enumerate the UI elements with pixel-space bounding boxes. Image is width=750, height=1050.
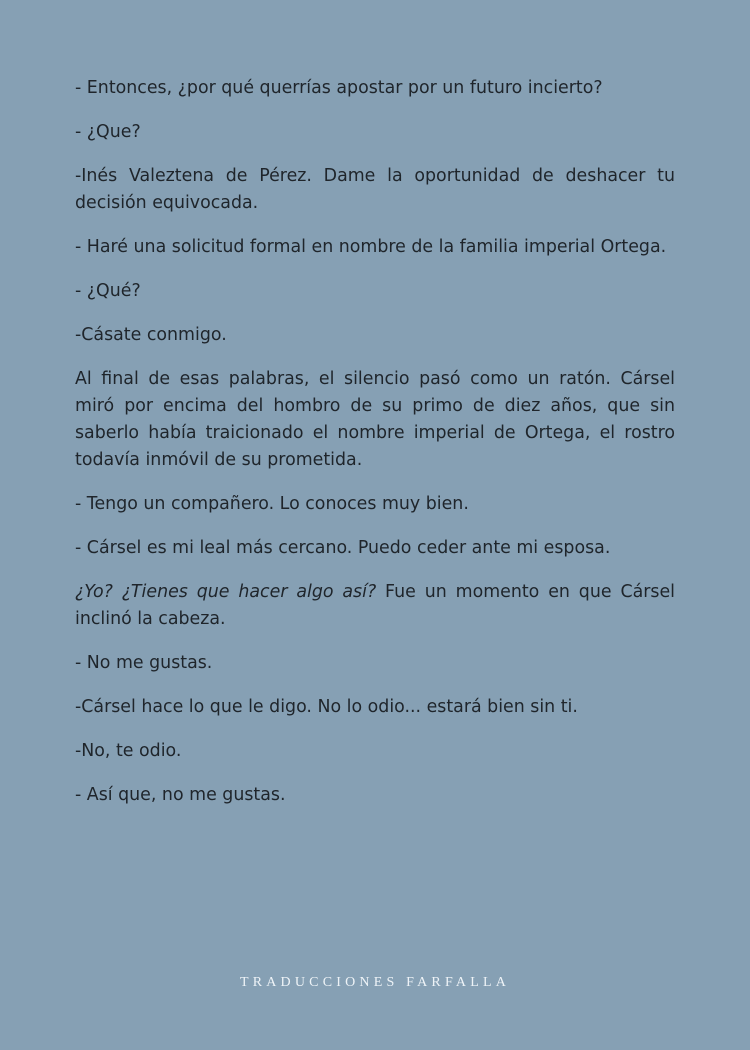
paragraph: -No, te odio.	[75, 741, 182, 761]
paragraph: - Haré una solicitud formal en nombre de la familia imperial Ortega.	[75, 237, 667, 257]
paragraph: -Inés Valeztena de Pérez. Dame la oportunidad de deshacer tu decisión equivocada.	[75, 166, 675, 213]
paragraph: -Cársel hace lo que le digo. No lo odio... estará bien sin ti.	[75, 697, 578, 717]
paragraph: - Cársel es mi leal más cercano. Puedo ceder ante mi esposa.	[75, 538, 611, 558]
paragraph: - Tengo un compañero. Lo conoces muy bien.	[75, 494, 469, 514]
paragraph: Al final de esas palabras, el silencio pasó como un ratón. Cársel miró por encima del hombro de su primo de diez años, que sin saberlo había traicionado el nombre imperial de Ortega, el rostro todavía inmóvil de su prometida.	[75, 369, 675, 470]
paragraph: - No me gustas.	[75, 653, 213, 673]
paragraph: - ¿Qué?	[75, 281, 141, 301]
paragraph: - ¿Que?	[75, 122, 141, 142]
footer-credit: TRADUCCIONES FARFALLA	[239, 975, 511, 990]
paragraph-rest: Fue un momento en que Cársel inclinó la cabeza.	[75, 582, 675, 629]
page-body	[75, 75, 675, 826]
italic-thought: ¿Yo? ¿Tienes que hacer algo así?	[75, 582, 377, 602]
paragraph-mixed	[75, 579, 675, 633]
paragraph: - Así que, no me gustas.	[75, 785, 286, 805]
paragraph: -Cásate conmigo.	[75, 325, 227, 345]
paragraph: - Entonces, ¿por qué querrías apostar por un futuro incierto?	[75, 78, 603, 98]
